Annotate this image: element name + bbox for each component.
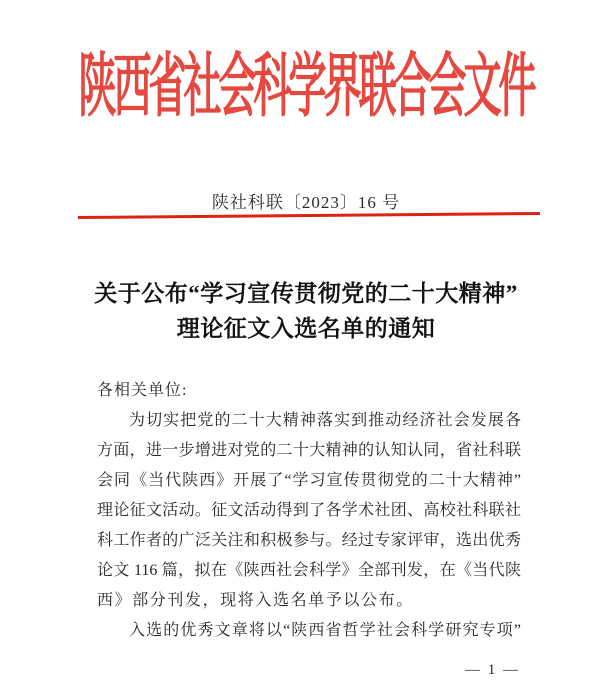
salutation-line: 各相关单位: — [97, 382, 188, 399]
body-line: 为切实把党的二十大精神落实到推动经济社会发展各 — [129, 412, 521, 429]
body-line: 方面，进一步增进对党的二十大精神的认知认同，省社科联 — [97, 442, 521, 459]
body-line: 论文 116 篇，拟在《陕西社会科学》全部刊发，在《当代陕 — [97, 562, 521, 579]
body-line: 理论征文活动。征文活动得到了各学术社团、高校社科联社 — [97, 502, 521, 519]
body-line: 会同《当代陕西》开展了“学习宣传贯彻党的二十大精神” — [97, 472, 521, 489]
document-number: 陕社科联〔2023〕16 号 — [211, 193, 401, 212]
body-line: 入选的优秀文章将以“陕西省哲学社会科学研究专项” — [129, 622, 521, 639]
document-body — [97, 376, 521, 646]
document-header-title: 陕西省社会科学界联合会文件 — [78, 49, 534, 126]
page-number: — 1 — — [465, 662, 520, 678]
document-title-line1: 关于公布“学习宣传贯彻党的二十大精神” — [94, 281, 518, 306]
document-title-line2: 理论征文入选名单的通知 — [176, 316, 436, 341]
red-divider-line — [78, 212, 540, 219]
document-title — [0, 276, 612, 346]
body-line: 科工作者的广泛关注和积极参与。经过专家评审，选出优秀 — [97, 532, 521, 549]
body-line: 西》部分刊发，现将入选名单予以公布。 — [97, 592, 414, 609]
